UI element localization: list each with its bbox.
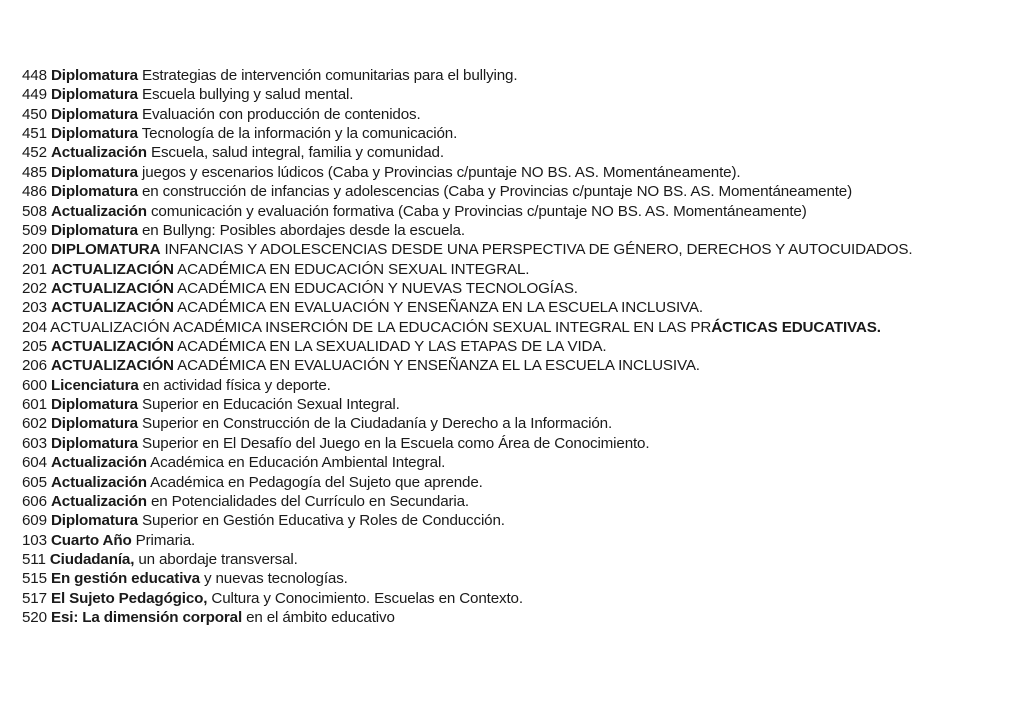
- course-code: 448: [22, 67, 51, 84]
- course-title: en Bullyng: Posibles abordajes desde la escuela.: [137, 221, 465, 239]
- course-code: 200: [22, 241, 51, 259]
- course-code: 603: [22, 434, 51, 452]
- course-title: Primaria.: [131, 531, 196, 549]
- course-list-item: [22, 124, 912, 143]
- course-code: 204: [22, 318, 51, 336]
- course-code: 602: [22, 415, 51, 433]
- course-type: Diplomatura: [50, 415, 138, 433]
- course-code: 485: [22, 163, 51, 181]
- course-code: 511: [22, 550, 50, 568]
- course-code: 486: [22, 183, 51, 201]
- course-code: 452: [22, 144, 51, 162]
- course-list-item: [22, 550, 912, 569]
- course-title: juegos y escenarios lúdicos (Caba y Provincias c/puntaje NO BS. AS. Momentáneamente).: [137, 163, 741, 181]
- course-code: 450: [22, 105, 51, 123]
- course-title: Superior en Construcción de la Ciudadanía y Derecho a la Información.: [137, 415, 613, 433]
- course-list-item: [22, 221, 912, 240]
- course-title: Superior en El Desafío del Juego en la Escuela como Área de Conocimiento.: [137, 434, 650, 452]
- course-type: Actualización: [50, 202, 147, 220]
- course-type: Diplomatura: [50, 105, 138, 123]
- course-list-item: [22, 569, 912, 588]
- course-type: Diplomatura: [50, 125, 138, 143]
- course-list-item: [22, 182, 912, 201]
- course-list-item: [22, 511, 912, 530]
- course-code: 606: [22, 492, 51, 510]
- course-list-item: [22, 608, 912, 627]
- course-list-item: [22, 337, 912, 356]
- course-title: Escuela bullying y salud mental.: [137, 86, 354, 104]
- course-type: Diplomatura: [50, 163, 138, 181]
- course-type: En gestión educativa: [50, 570, 200, 588]
- course-type: Diplomatura: [50, 183, 138, 201]
- course-type: Cuarto Año: [50, 531, 132, 549]
- course-title: un abordaje transversal.: [134, 550, 298, 568]
- course-type: DIPLOMATURA: [50, 241, 161, 259]
- course-title: en actividad física y deporte.: [138, 376, 331, 394]
- course-list-item: [22, 298, 912, 317]
- course-list-item: [22, 414, 912, 433]
- course-type: Diplomatura: [50, 86, 138, 104]
- course-list-item: [22, 356, 912, 375]
- course-code: 609: [22, 512, 51, 530]
- course-code: 604: [22, 454, 51, 472]
- course-type: ACTUALIZACIÓN: [50, 338, 174, 356]
- course-list-item: [22, 473, 912, 492]
- course-list-item: [22, 376, 912, 395]
- course-list-item: [22, 279, 912, 298]
- course-code: 517: [22, 589, 51, 607]
- course-list-item: [22, 105, 912, 124]
- course-type: Diplomatura: [50, 67, 138, 84]
- course-code: 201: [22, 260, 51, 278]
- course-list: [22, 66, 912, 627]
- course-title: Académica en Educación Ambiental Integral.: [146, 454, 446, 472]
- course-type: Actualización: [50, 492, 147, 510]
- course-title: Cultura y Conocimiento. Escuelas en Contexto.: [207, 589, 523, 607]
- course-type: Actualización: [50, 473, 147, 491]
- course-list-item: [22, 143, 912, 162]
- course-type: ACTUALIZACIÓN: [50, 260, 174, 278]
- course-code: 205: [22, 338, 51, 356]
- course-code: 451: [22, 125, 51, 143]
- course-list-item: [22, 66, 912, 85]
- course-code: 509: [22, 221, 51, 239]
- course-title: INFANCIAS Y ADOLESCENCIAS DESDE UNA PERSPECTIVA DE GÉNERO, DERECHOS Y AUTOCUIDADOS.: [160, 241, 913, 259]
- course-list-item: [22, 163, 912, 182]
- course-list-item: [22, 434, 912, 453]
- course-type: Diplomatura: [50, 434, 138, 452]
- course-type: ACTUALIZACIÓN: [50, 357, 174, 375]
- course-title: ACADÉMICA EN EVALUACIÓN Y ENSEÑANZA EL LA ESCUELA INCLUSIVA.: [173, 357, 700, 375]
- course-code: 520: [22, 609, 51, 627]
- course-type: El Sujeto Pedagógico,: [50, 589, 208, 607]
- course-list-item: [22, 240, 912, 259]
- course-title: ACADÉMICA EN LA SEXUALIDAD Y LAS ETAPAS DE LA VIDA.: [173, 338, 607, 356]
- course-list-item: [22, 202, 912, 221]
- course-title: ACADÉMICA EN EDUCACIÓN Y NUEVAS TECNOLOGÍAS.: [173, 279, 578, 297]
- course-list-item: [22, 492, 912, 511]
- course-title: en construcción de infancias y adolescencias (Caba y Provincias c/puntaje NO BS. AS. Momentáneamente): [137, 183, 853, 201]
- course-title: ACADÉMICA EN EVALUACIÓN Y ENSEÑANZA EN LA ESCUELA INCLUSIVA.: [173, 299, 703, 317]
- course-code: 605: [22, 473, 51, 491]
- course-type: Licenciatura: [50, 376, 139, 394]
- course-type: Diplomatura: [50, 221, 138, 239]
- course-code: 601: [22, 396, 51, 414]
- course-code: 449: [22, 86, 51, 104]
- course-type: ACTUALIZACIÓN: [50, 279, 174, 297]
- course-code: 203: [22, 299, 51, 317]
- course-title: Superior en Gestión Educativa y Roles de Conducción.: [137, 512, 505, 530]
- course-code: 206: [22, 357, 51, 375]
- course-list-item: [22, 531, 912, 550]
- course-list-item: [22, 395, 912, 414]
- course-title-bold: ÁCTICAS EDUCATIVAS.: [711, 318, 881, 336]
- course-title: en Potencialidades del Currículo en Secundaria.: [146, 492, 469, 510]
- course-title: Académica en Pedagogía del Sujeto que aprende.: [146, 473, 483, 491]
- course-type: Diplomatura: [50, 512, 138, 530]
- course-type: ACTUALIZACIÓN: [50, 299, 174, 317]
- course-code: 600: [22, 376, 51, 394]
- course-title: y nuevas tecnologías.: [199, 570, 348, 588]
- course-title: ACADÉMICA EN EDUCACIÓN SEXUAL INTEGRAL.: [173, 260, 530, 278]
- course-title: Tecnología de la información y la comunicación.: [137, 125, 458, 143]
- course-list-item: [22, 85, 912, 104]
- course-title: Evaluación con producción de contenidos.: [137, 105, 421, 123]
- course-title: Estrategias de intervención comunitarias para el bullying.: [137, 67, 518, 84]
- course-list-item: [22, 260, 912, 279]
- course-title: Superior en Educación Sexual Integral.: [137, 396, 400, 414]
- course-text-plain: ACTUALIZACIÓN ACADÉMICA INSERCIÓN DE LA EDUCACIÓN SEXUAL INTEGRAL EN LAS PR: [50, 318, 712, 336]
- course-title: Escuela, salud integral, familia y comunidad.: [146, 144, 444, 162]
- course-type: Actualización: [50, 454, 147, 472]
- course-type: Actualización: [50, 144, 147, 162]
- course-code: 103: [22, 531, 51, 549]
- course-type: Esi: La dimensión corporal: [50, 609, 243, 627]
- course-list-item: [22, 589, 912, 608]
- course-title: en el ámbito educativo: [242, 609, 395, 627]
- course-code: 508: [22, 202, 51, 220]
- course-list-item: [22, 453, 912, 472]
- course-code: 515: [22, 570, 51, 588]
- course-type: Diplomatura: [50, 396, 138, 414]
- course-title: comunicación y evaluación formativa (Caba y Provincias c/puntaje NO BS. AS. Momentáneamente): [146, 202, 807, 220]
- course-type: Ciudadanía,: [49, 550, 135, 568]
- course-code: 202: [22, 279, 51, 297]
- course-list-item: [22, 318, 912, 337]
